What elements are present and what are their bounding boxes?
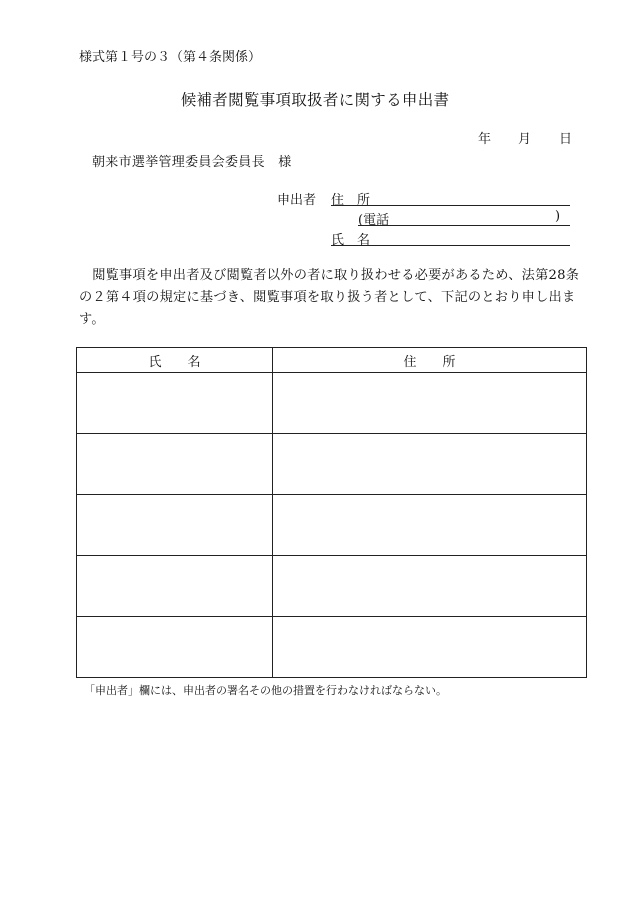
address-label: 住 所: [331, 193, 371, 208]
name-label: 氏 名: [331, 233, 371, 248]
address-cell[interactable]: [273, 556, 587, 617]
name-cell[interactable]: [77, 617, 273, 678]
date-day-label: 日: [559, 132, 573, 147]
address-cell[interactable]: [273, 617, 587, 678]
applicant-label: 申出者: [277, 193, 317, 208]
column-header-name: 氏 名: [77, 348, 273, 373]
name-cell[interactable]: [77, 434, 273, 495]
column-header-address: 住 所: [273, 348, 587, 373]
address-cell[interactable]: [273, 434, 587, 495]
table-row: [77, 434, 587, 495]
table-row: [77, 495, 587, 556]
document-title: 候補者閲覧事項取扱者に関する申出書: [180, 91, 450, 109]
name-cell[interactable]: [77, 373, 273, 434]
name-field-line[interactable]: [331, 245, 570, 246]
table-row: [77, 556, 587, 617]
phone-close-paren: ): [555, 209, 561, 224]
date-year-label: 年: [478, 132, 492, 147]
footnote: 「申出者」欄には、申出者の署名その他の措置を行わなければならない。: [84, 684, 447, 697]
name-cell[interactable]: [77, 556, 273, 617]
name-cell[interactable]: [77, 495, 273, 556]
address-cell[interactable]: [273, 495, 587, 556]
handler-table: [76, 347, 587, 678]
phone-field-line[interactable]: [358, 225, 570, 226]
address-field-line[interactable]: [331, 205, 570, 206]
body-text: 閲覧事項を申出者及び閲覧者以外の者に取り扱わせる必要があるため、法第28条の２第４項の規定に基づき、閲覧事項を取り扱う者として、下記のとおり申し出ます。: [79, 268, 580, 327]
phone-label: (電話: [358, 213, 390, 228]
addressee: 朝来市選挙管理委員会委員長 様: [92, 155, 292, 170]
form-number: 様式第１号の３（第４条関係）: [79, 50, 262, 65]
table-header-row: [77, 348, 587, 373]
table-row: [77, 617, 587, 678]
table-row: [77, 373, 587, 434]
address-cell[interactable]: [273, 373, 587, 434]
date-month-label: 月: [518, 132, 532, 147]
